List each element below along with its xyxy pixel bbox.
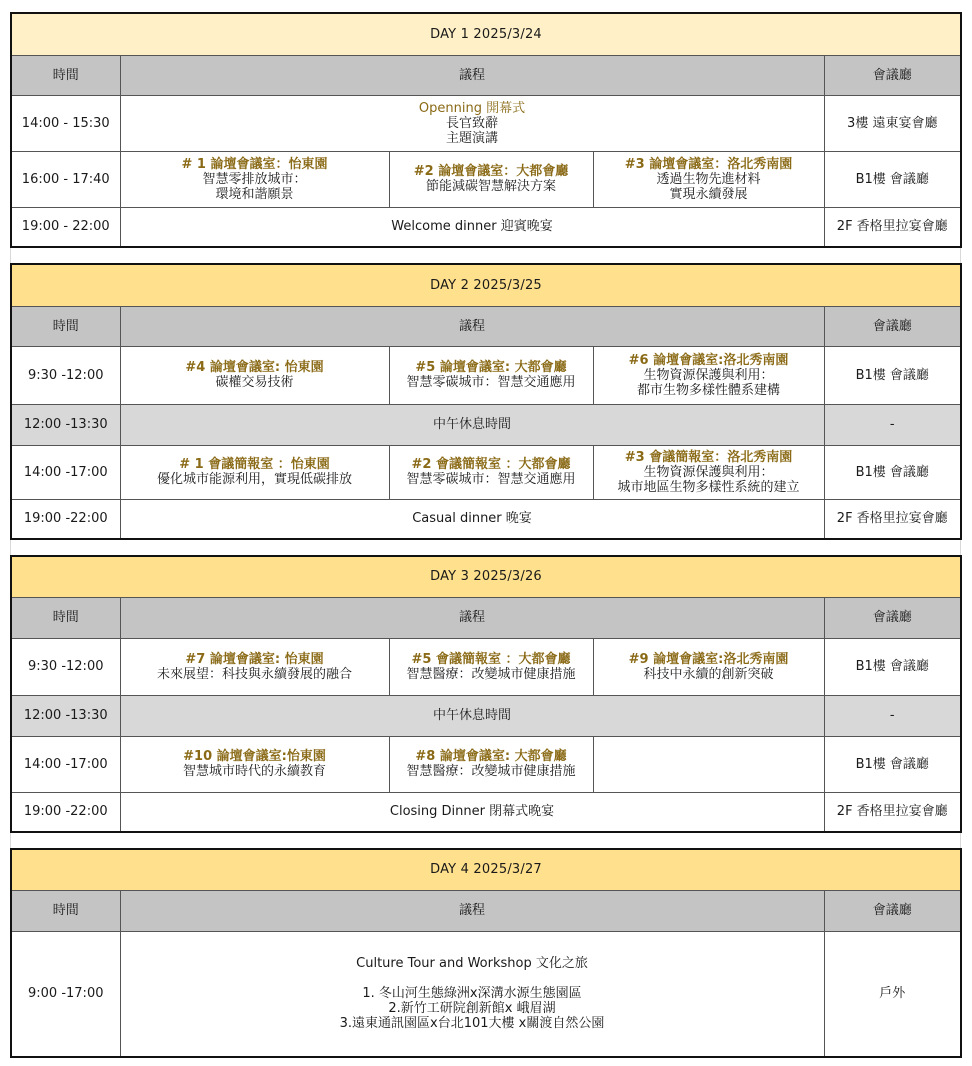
venue-cell: B1樓 會議廳 — [824, 445, 961, 499]
session-line: 智慧城市時代的永續教育 — [182, 764, 326, 779]
time-cell: 19:00 - 22:00 — [11, 207, 120, 247]
session-cell — [120, 151, 389, 207]
schedule-row — [11, 151, 961, 207]
column-header-time: 時間 — [11, 306, 120, 346]
session-line: 智慧零碳城市：智慧交通應用 — [406, 375, 576, 390]
session-line: 智慧零碳城市：智慧交通應用 — [406, 472, 576, 487]
day-title: DAY 4 2025/3/27 — [11, 849, 961, 890]
day2-schedule-table — [10, 263, 962, 540]
schedule-row — [11, 499, 961, 539]
column-header-agenda: 議程 — [120, 597, 824, 638]
schedule-row — [11, 931, 961, 1057]
tour-line: 2.新竹工研院創新館x 峨眉湖 — [388, 1001, 556, 1017]
schedule-row — [11, 445, 961, 499]
column-header-agenda: 議程 — [120, 890, 824, 931]
session-cell-empty — [593, 736, 824, 792]
venue-cell: 2F 香格里拉宴會廳 — [824, 499, 961, 539]
session-line: 環境和諧願景 — [215, 186, 294, 202]
agenda-cell — [120, 931, 824, 1057]
venue-cell: 2F 香格里拉宴會廳 — [824, 207, 961, 247]
session-cell — [593, 151, 824, 207]
session-line: 科技中永續的創新突破 — [643, 666, 774, 682]
session-title: # 1 會議簡報室 ：怡東園 — [179, 457, 330, 472]
column-header-venue: 會議廳 — [824, 306, 961, 346]
session-title: #5 會議簡報室 ：大都會廳 — [411, 651, 571, 667]
session-cell — [120, 445, 389, 499]
session-cell — [120, 736, 389, 792]
agenda-cell: Casual dinner 晚宴 — [120, 499, 824, 539]
session-cell — [120, 346, 389, 404]
schedule-row — [11, 792, 961, 832]
session-line: 優化城市能源利用，實現低碳排放 — [156, 472, 352, 487]
lunch-row — [11, 695, 961, 736]
session-line: 都市生物多樣性體系建構 — [636, 382, 780, 398]
column-header-venue: 會議廳 — [824, 597, 961, 638]
session-title: #10 論壇會議室:怡東園 — [183, 749, 326, 764]
venue-cell: 戶外 — [824, 931, 961, 1057]
session-title: # 1 論壇會議室：怡東園 — [181, 156, 328, 172]
day4-schedule-table — [10, 848, 962, 1058]
agenda-cell: 中午休息時間 — [120, 695, 824, 736]
session-title: #5 論壇會議室: 大都會廳 — [415, 360, 567, 375]
session-title: #3 論壇會議室：洛北秀南園 — [624, 156, 793, 172]
day3-schedule-table — [10, 555, 962, 833]
venue-cell: B1樓 會議廳 — [824, 151, 961, 207]
lunch-row — [11, 404, 961, 445]
session-line: 實現永續發展 — [669, 186, 748, 202]
schedule-row — [11, 638, 961, 695]
time-cell: 16:00 - 17:40 — [11, 151, 120, 207]
column-header-time: 時間 — [11, 890, 120, 931]
column-header-time: 時間 — [11, 55, 120, 95]
agenda-cell — [120, 95, 824, 151]
column-header-venue: 會議廳 — [824, 890, 961, 931]
session-line: 智慧醫療：改變城市健康措施 — [406, 666, 576, 682]
day-title: DAY 2 2025/3/25 — [11, 264, 961, 306]
time-cell: 14:00 - 15:30 — [11, 95, 120, 151]
session-title: #2 論壇會議室：大都會廳 — [413, 164, 569, 179]
column-header-venue: 會議廳 — [824, 55, 961, 95]
schedule-row — [11, 736, 961, 792]
time-cell: 19:00 -22:00 — [11, 792, 120, 832]
session-line: 智慧醫療：改變城市健康措施 — [406, 764, 576, 779]
session-cell — [593, 445, 824, 499]
venue-cell: B1樓 會議廳 — [824, 346, 961, 404]
session-cell — [389, 346, 593, 404]
agenda-cell: Closing Dinner 閉幕式晚宴 — [120, 792, 824, 832]
time-cell: 12:00 -13:30 — [11, 404, 120, 445]
time-cell: 14:00 -17:00 — [11, 445, 120, 499]
session-cell — [389, 638, 593, 695]
venue-cell: 3樓 遠東宴會廳 — [824, 95, 961, 151]
agenda-cell: Welcome dinner 迎賓晚宴 — [120, 207, 824, 247]
session-cell — [120, 638, 389, 695]
spacer — [123, 971, 822, 986]
schedule-row — [11, 95, 961, 151]
day-title: DAY 3 2025/3/26 — [11, 556, 961, 597]
day-title: DAY 1 2025/3/24 — [11, 13, 961, 55]
time-cell: 9:00 -17:00 — [11, 931, 120, 1057]
session-cell — [389, 151, 593, 207]
venue-cell: 2F 香格里拉宴會廳 — [824, 792, 961, 832]
session-title: #6 論壇會議室:洛北秀南園 — [628, 352, 789, 368]
time-cell: 9:30 -12:00 — [11, 638, 120, 695]
session-line: 城市地區生物多樣性系統的建立 — [617, 479, 800, 495]
session-line: 節能減碳智慧解決方案 — [425, 179, 556, 194]
column-header-agenda: 議程 — [120, 55, 824, 95]
day1-schedule-table — [10, 12, 962, 248]
venue-cell: - — [824, 404, 961, 445]
time-cell: 9:30 -12:00 — [11, 346, 120, 404]
session-line: 碳權交易技術 — [215, 375, 294, 390]
schedule-row — [11, 207, 961, 247]
session-cell — [389, 445, 593, 499]
time-cell: 19:00 -22:00 — [11, 499, 120, 539]
session-line: 透過生物先進材料 — [656, 171, 761, 187]
session-cell — [389, 736, 593, 792]
event-title: Openning 開幕式 — [418, 100, 526, 116]
column-header-agenda: 議程 — [120, 306, 824, 346]
session-line: 生物資源保護與利用： — [643, 367, 774, 383]
session-cell — [593, 638, 824, 695]
session-title: #4 論壇會議室: 怡東園 — [185, 360, 324, 375]
session-line: 生物資源保護與利用： — [643, 464, 774, 480]
session-line: 智慧零排放城市： — [202, 171, 307, 187]
session-title: #9 論壇會議室:洛北秀南園 — [628, 651, 789, 667]
session-title: #8 論壇會議室: 大都會廳 — [415, 749, 567, 764]
event-line: 主題演講 — [445, 130, 498, 146]
column-header-time: 時間 — [11, 597, 120, 638]
venue-cell: B1樓 會議廳 — [824, 736, 961, 792]
schedule-row — [11, 346, 961, 404]
tour-line: 1. 冬山河生態綠洲x深溝水源生態園區 — [362, 986, 582, 1002]
venue-cell: - — [824, 695, 961, 736]
session-title: #7 論壇會議室: 怡東園 — [185, 651, 324, 667]
session-title: #3 會議簡報室：洛北秀南園 — [624, 449, 793, 465]
venue-cell: B1樓 會議廳 — [824, 638, 961, 695]
tour-title: Culture Tour and Workshop 文化之旅 — [356, 956, 588, 972]
event-line: 長官致辭 — [445, 115, 498, 131]
tour-line: 3.遠東通訊園區x台北101大樓 x關渡自然公園 — [339, 1016, 605, 1032]
session-line: 未來展望：科技與永續發展的融合 — [156, 666, 352, 682]
time-cell: 12:00 -13:30 — [11, 695, 120, 736]
time-cell: 14:00 -17:00 — [11, 736, 120, 792]
session-title: #2 會議簡報室 ：大都會廳 — [411, 457, 571, 472]
session-cell — [593, 346, 824, 404]
agenda-cell: 中午休息時間 — [120, 404, 824, 445]
